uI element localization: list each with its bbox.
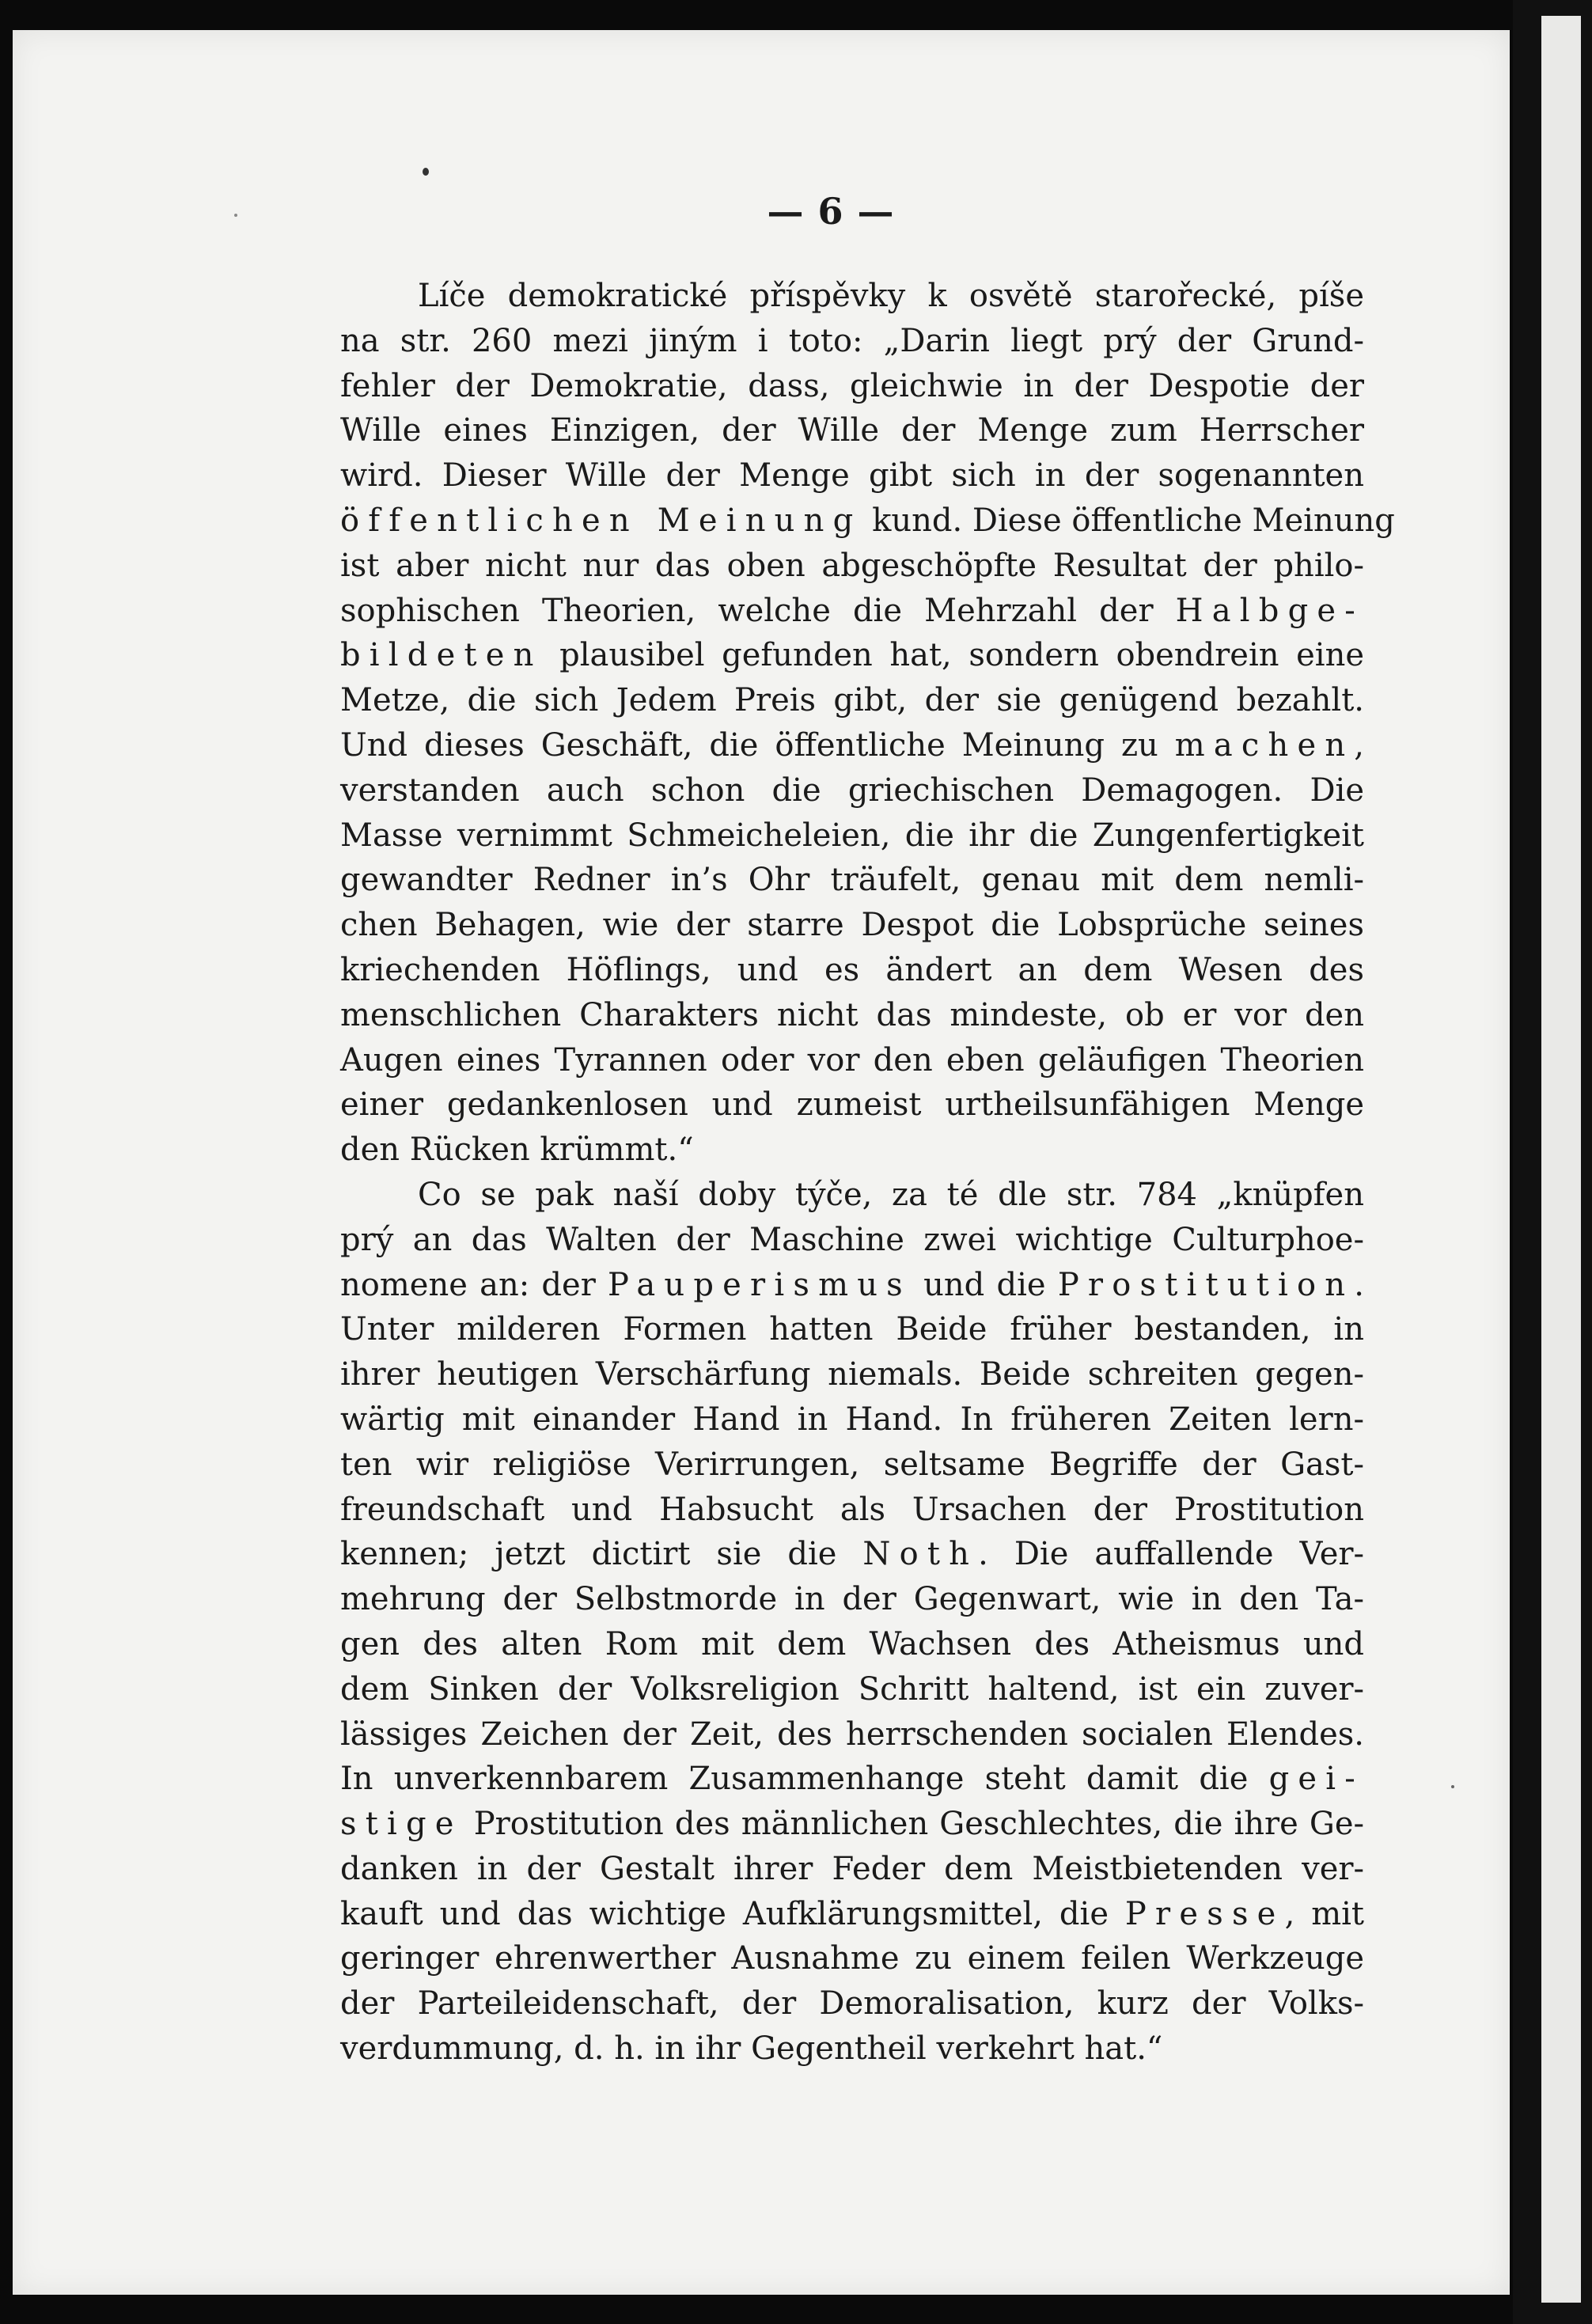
text-line: Wille eines Einzigen, der Wille der Menge zum Herrscher bbox=[340, 412, 1364, 449]
spaced-emphasis: Presse bbox=[1124, 1895, 1285, 1932]
text-line: bildeten plausibel gefunden hat, sondern obendrein eine bbox=[340, 637, 1364, 674]
text-line: sophischen Theorien, welche die Mehrzahl der Halbge- bbox=[340, 592, 1364, 629]
adjacent-page-strip bbox=[1541, 16, 1581, 2303]
spaced-emphasis: stige bbox=[340, 1806, 463, 1843]
text-line: stige Prostitution des männlichen Geschlechtes, die ihre Ge- bbox=[340, 1806, 1364, 1843]
text-line: Líče demokratické příspěvky k osvětě starořecké, píše bbox=[418, 278, 1364, 314]
text-line: Masse vernimmt Schmeicheleien, die ihr die Zungenfertigkeit bbox=[340, 817, 1364, 854]
dust-speck bbox=[423, 168, 429, 176]
text-line: einer gedankenlosen und zumeist urtheilsunfähigen Menge bbox=[340, 1086, 1364, 1124]
text-line: chen Behagen, wie der starre Despot die Lobsprüche seines bbox=[340, 907, 1364, 944]
text-line: danken in der Gestalt ihrer Feder dem Meistbietenden ver- bbox=[340, 1850, 1364, 1887]
text-line: gewandter Redner in’s Ohr träufelt, genau mit dem nemli- bbox=[340, 862, 1364, 899]
text-line: prý an das Walten der Maschine zwei wichtige Culturphoe- bbox=[340, 1221, 1364, 1258]
text-line: Unter milderen Formen hatten Beide früher bestanden, in bbox=[340, 1311, 1364, 1348]
text-line: kauft und das wichtige Aufklärungsmittel, die Presse, mit bbox=[340, 1895, 1364, 1932]
text-line: verdummung, d. h. in ihr Gegentheil verkehrt hat.“ bbox=[340, 2030, 1163, 2068]
text-line: kriechenden Höflings, und es ändert an dem Wesen des bbox=[340, 951, 1364, 988]
text-line: dem Sinken der Volksreligion Schritt haltend, ist ein zuver- bbox=[340, 1670, 1364, 1708]
spaced-emphasis: gei- bbox=[1268, 1761, 1364, 1798]
text-line: Metze, die sich Jedem Preis gibt, der sie genügend bezahlt. bbox=[340, 682, 1364, 719]
text-line: Augen eines Tyrannen oder vor den eben geläufigen Theorien bbox=[340, 1041, 1364, 1079]
spaced-emphasis: Prostitution bbox=[1057, 1266, 1355, 1303]
text-line: verstanden auch schon die griechischen Demagogen. Die bbox=[340, 772, 1364, 809]
text-line: Und dieses Geschäft, die öffentliche Meinung zu machen, bbox=[340, 726, 1364, 764]
text-line: öffentlichen Meinung kund. Diese öffentliche Meinung bbox=[340, 502, 1395, 539]
body-text bbox=[340, 274, 1395, 2072]
paragraph bbox=[340, 1173, 1364, 2072]
text-line: ist aber nicht nur das oben abgeschöpfte Resultat der philo- bbox=[340, 547, 1364, 584]
spaced-emphasis: öffentlichen Meinung bbox=[340, 502, 862, 539]
adjacent-page-edge bbox=[1513, 0, 1592, 2324]
text-line: Co se pak naší doby týče, za té dle str. 784 „knüpfen bbox=[418, 1176, 1364, 1213]
text-line: lässiges Zeichen der Zeit, des herrschenden socialen Elendes. bbox=[340, 1716, 1364, 1753]
text-line: wärtig mit einander Hand in Hand. In früheren Zeiten lern- bbox=[340, 1401, 1364, 1438]
text-line: freundschaft und Habsucht als Ursachen der Prostitution bbox=[340, 1491, 1364, 1528]
paragraph bbox=[340, 274, 1395, 1173]
text-line: der Parteileidenschaft, der Demoralisation, kurz der Volks- bbox=[340, 1985, 1364, 2023]
text-line: fehler der Demokratie, dass, gleichwie in der Despotie der bbox=[340, 367, 1364, 404]
text-line: mehrung der Selbstmorde in der Gegenwart, wie in den Ta- bbox=[340, 1581, 1364, 1618]
spaced-emphasis: bildeten bbox=[340, 637, 543, 674]
page-number: — 6 — bbox=[767, 190, 895, 233]
spaced-emphasis: Pauperismus bbox=[608, 1266, 912, 1303]
text-line: wird. Dieser Wille der Menge gibt sich in der sogenannten bbox=[340, 457, 1364, 495]
text-line: nomene an: der Pauperismus und die Prostitution. bbox=[340, 1266, 1364, 1303]
text-line: geringer ehrenwerther Ausnahme zu einem feilen Werkzeuge bbox=[340, 1940, 1364, 1977]
text-line: den Rücken krümmt.“ bbox=[340, 1132, 694, 1169]
spaced-emphasis: machen bbox=[1174, 726, 1355, 764]
text-line: ihrer heutigen Verschärfung niemals. Beide schreiten gegen- bbox=[340, 1356, 1364, 1393]
text-line: na str. 260 mezi jiným i toto: „Darin liegt prý der Grund- bbox=[340, 322, 1364, 359]
text-line: gen des alten Rom mit dem Wachsen des Atheismus und bbox=[340, 1625, 1364, 1662]
text-line: menschlichen Charakters nicht das mindeste, ob er vor den bbox=[340, 996, 1364, 1033]
text-line: In unverkennbarem Zusammenhange steht damit die gei- bbox=[340, 1761, 1364, 1798]
text-line: kennen; jetzt dictirt sie die Noth. Die auffallende Ver- bbox=[340, 1536, 1364, 1573]
dust-speck bbox=[1451, 1785, 1454, 1788]
spaced-emphasis: Halbge- bbox=[1175, 592, 1364, 629]
text-line: ten wir religiöse Verirrungen, seltsame Begriffe der Gast- bbox=[340, 1446, 1364, 1483]
spaced-emphasis: Noth bbox=[862, 1536, 979, 1573]
